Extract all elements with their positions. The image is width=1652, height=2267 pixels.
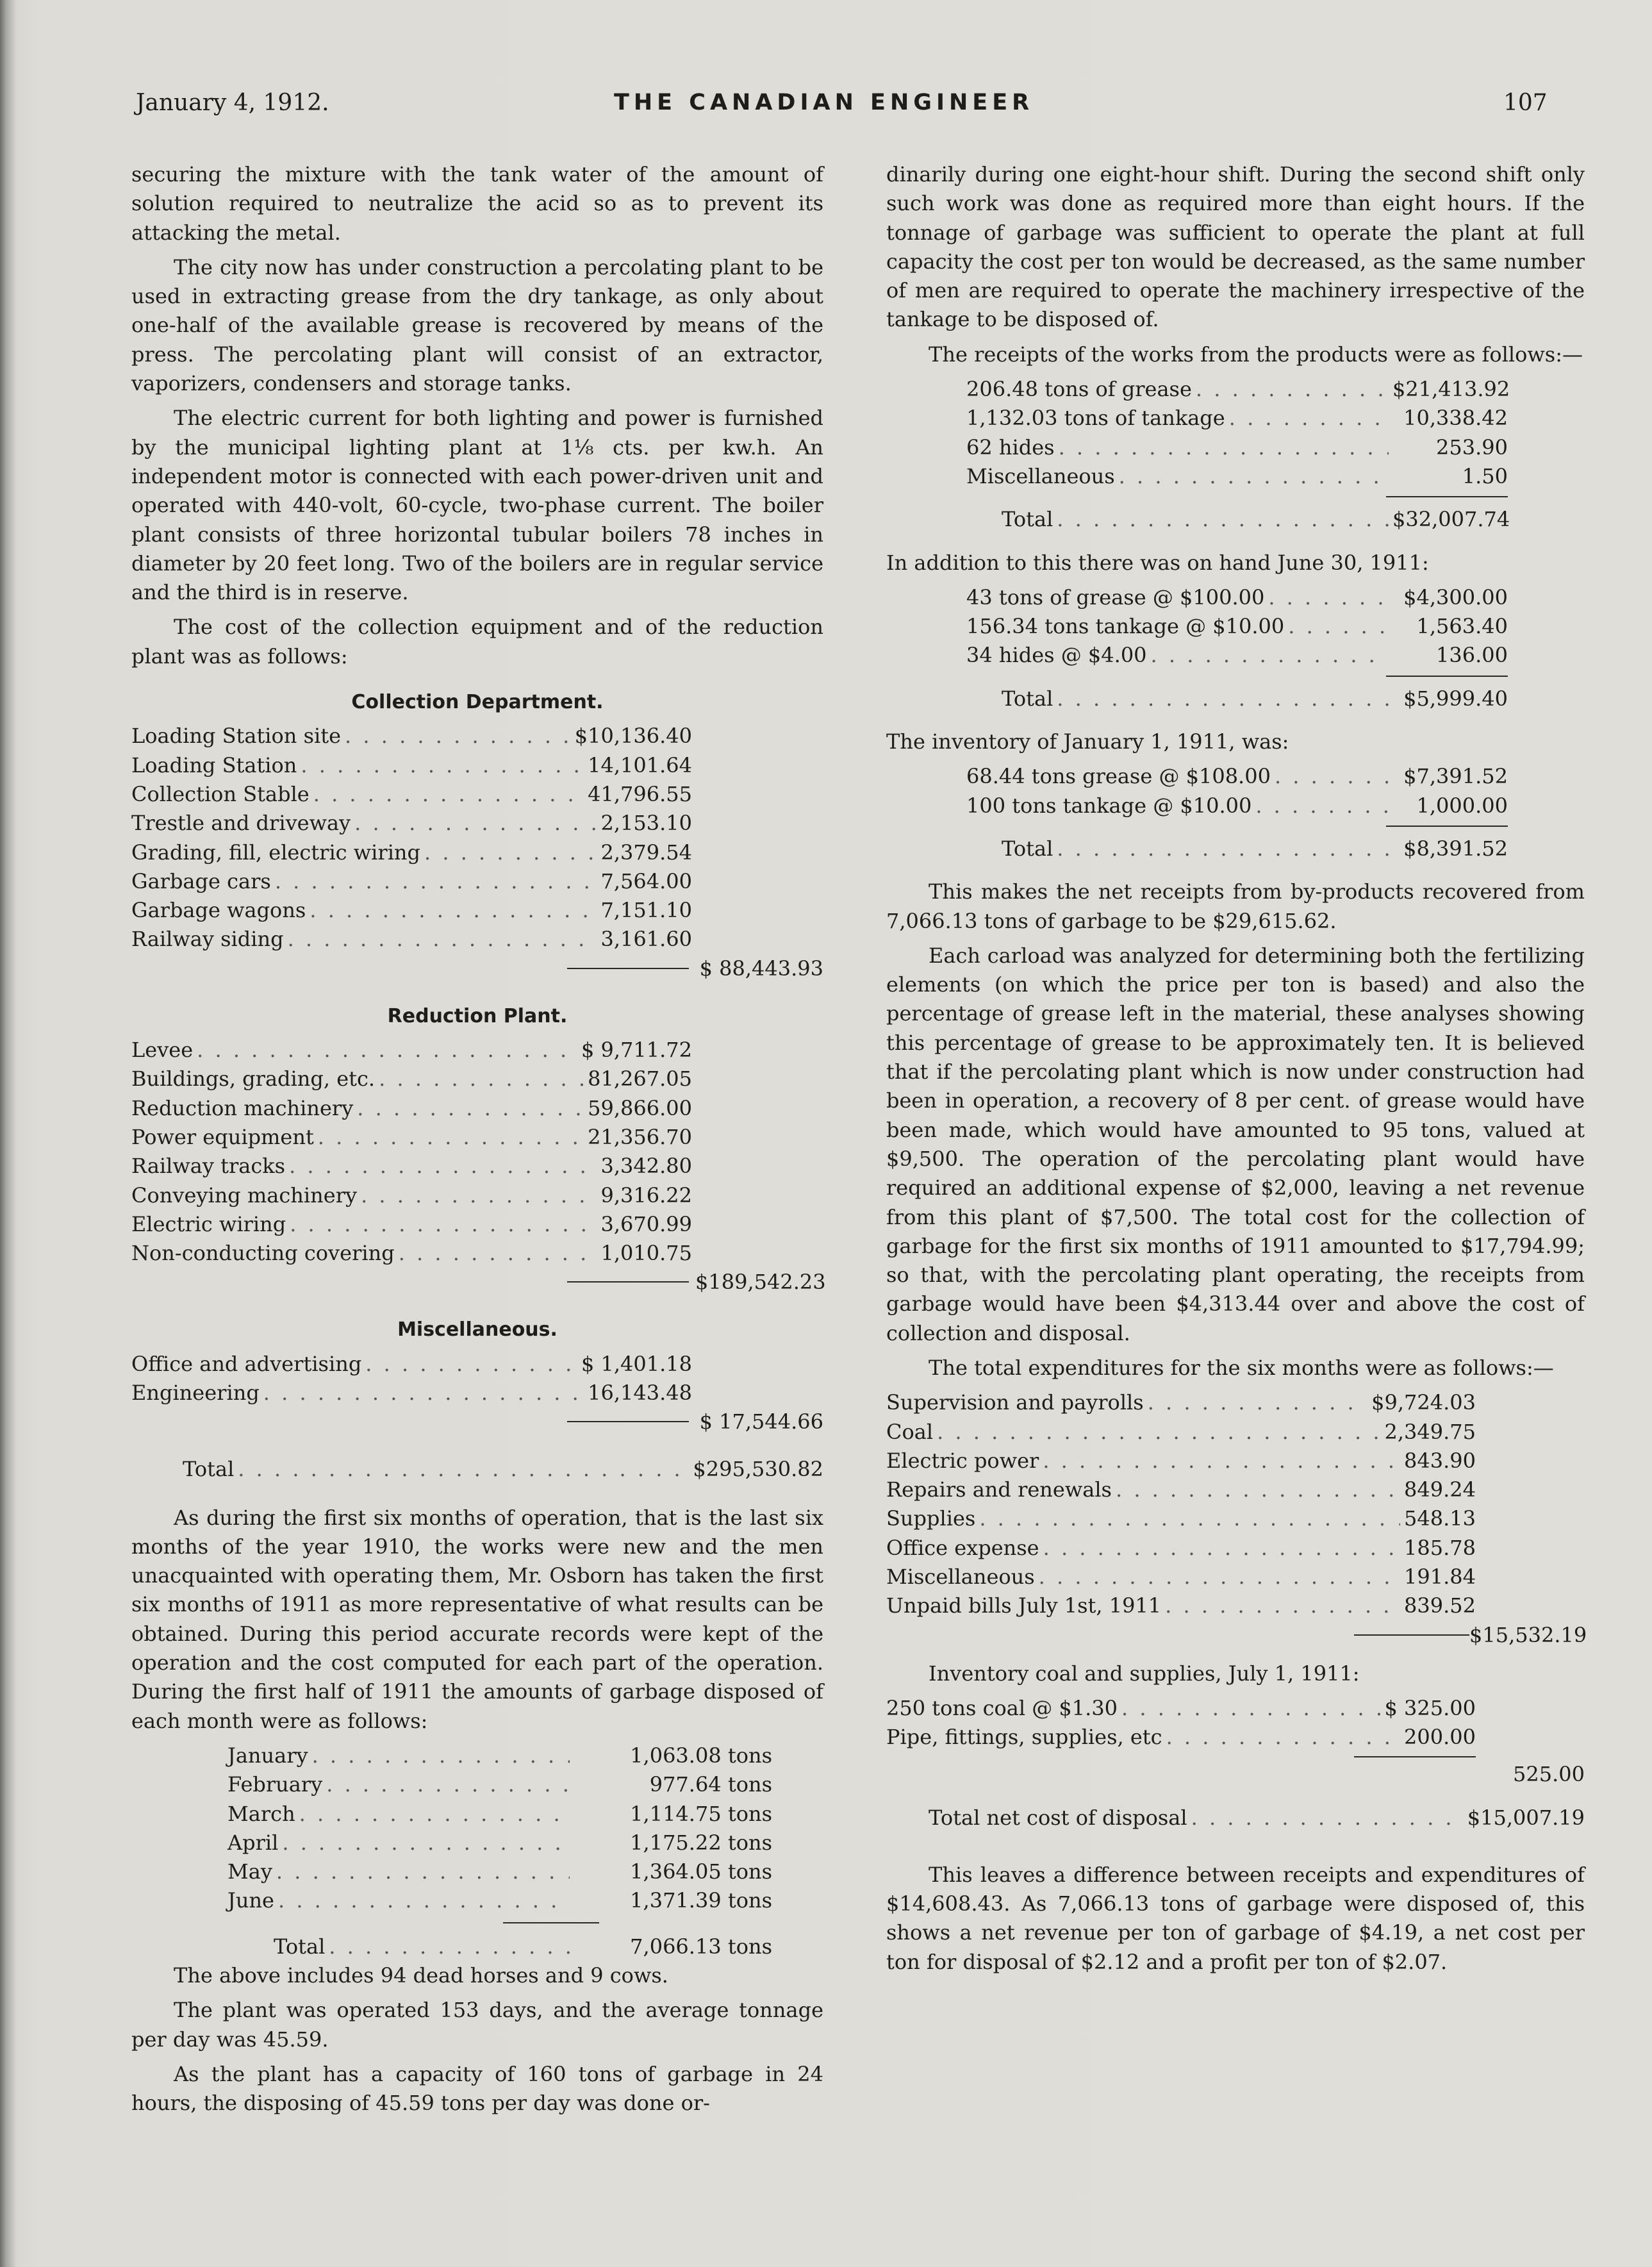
leader-dots xyxy=(1268,583,1389,612)
row-label: Loading Station site xyxy=(131,724,342,749)
table-row xyxy=(131,1770,772,1799)
row-amount: $ 1,401.18 xyxy=(581,1351,692,1376)
table-row xyxy=(131,867,692,896)
table-row xyxy=(886,1723,1476,1752)
right-column xyxy=(886,160,1585,1982)
table-row xyxy=(131,809,692,838)
row-amount: 81,267.05 xyxy=(588,1067,692,1092)
paragraph: dinarily during one eight-hour shift. During the second shift only such work was done as required more than eight hours. If the tonnage of garbage was sufficient to operate the plant at full capacity the cost per ton would be decreased, as the same number of men are required to operate the machinery irrespective of the tankage to be disposed of. xyxy=(886,162,1585,332)
leader-dots xyxy=(1196,375,1389,404)
journal-title: THE CANADIAN ENGINEER xyxy=(614,90,1034,115)
leader-dots xyxy=(1119,462,1389,491)
row-amount: 3,342.80 xyxy=(600,1154,692,1179)
grand-total-row xyxy=(131,1455,823,1484)
month-amount: 1,063.08 tons xyxy=(630,1743,772,1768)
total-amount: $8,391.52 xyxy=(1403,836,1508,861)
total-rule xyxy=(1386,826,1508,827)
row-label: Electric power xyxy=(886,1448,1039,1473)
row-amount: 2,349.75 xyxy=(1384,1419,1476,1444)
month-label: April xyxy=(227,1830,279,1855)
table-row xyxy=(886,1388,1476,1417)
month-label: May xyxy=(227,1859,272,1884)
paragraph: In addition to this there was on hand June 30, 1911: xyxy=(886,550,1429,575)
table-row xyxy=(886,1447,1476,1475)
row-amount: 10,338.42 xyxy=(1403,406,1508,431)
subtotal-row xyxy=(886,1760,1585,1791)
row-label: Engineering xyxy=(131,1380,260,1405)
leader-dots xyxy=(399,1239,597,1268)
section-heading-reduction: Reduction Plant. xyxy=(387,1004,568,1027)
table-row xyxy=(131,1094,692,1123)
leader-dots xyxy=(1039,1563,1400,1591)
leader-dots xyxy=(197,1036,577,1065)
month-amount: 1,364.05 tons xyxy=(630,1859,772,1884)
table-row xyxy=(131,1857,772,1886)
table-row xyxy=(131,838,692,867)
row-label: 206.48 tons of grease xyxy=(966,377,1192,402)
total-row xyxy=(966,835,1508,863)
receipts-table xyxy=(966,375,1508,534)
paragraph: The total expenditures for the six months were as follows:— xyxy=(929,1355,1554,1380)
subtotal-row xyxy=(886,1621,1585,1652)
row-amount: 843.90 xyxy=(1404,1448,1476,1473)
table-row xyxy=(131,722,692,751)
leader-dots xyxy=(329,1932,570,1961)
leader-dots xyxy=(1275,762,1389,791)
row-amount: 1,563.40 xyxy=(1416,614,1508,639)
total-label: Total xyxy=(1002,507,1053,532)
month-amount: 1,175.22 tons xyxy=(630,1830,772,1855)
row-label: Office and advertising xyxy=(131,1351,362,1376)
left-column xyxy=(131,160,826,2124)
table-row xyxy=(131,751,692,780)
subtotal-row xyxy=(131,954,823,985)
subtotal-amount: $15,532.19 xyxy=(1469,1622,1587,1647)
row-amount: $4,300.00 xyxy=(1403,585,1508,610)
row-amount: 849.24 xyxy=(1404,1477,1476,1502)
total-rule-row xyxy=(966,826,1508,827)
section-heading-misc: Miscellaneous. xyxy=(397,1318,558,1341)
row-label: Railway siding xyxy=(131,927,284,952)
row-amount: 7,564.00 xyxy=(600,868,692,893)
leader-dots xyxy=(278,1886,570,1915)
table-row xyxy=(966,462,1508,491)
table-row xyxy=(131,1829,772,1857)
leader-dots xyxy=(1121,1694,1380,1723)
months-total-label: Total xyxy=(274,1934,326,1959)
leader-dots xyxy=(365,1350,577,1379)
row-label: Reduction machinery xyxy=(131,1095,354,1120)
table-row xyxy=(886,1563,1476,1591)
row-amount: $ 325.00 xyxy=(1384,1695,1476,1720)
supplies-table xyxy=(886,1694,1585,1791)
months-total-row xyxy=(131,1932,772,1961)
table-row xyxy=(131,925,692,954)
table-row xyxy=(131,1036,692,1065)
leader-dots xyxy=(289,1152,597,1181)
row-label: 100 tons tankage @ $10.00 xyxy=(966,793,1252,818)
leader-dots xyxy=(379,1065,584,1093)
total-rule xyxy=(1386,676,1508,677)
month-amount: 1,371.39 tons xyxy=(630,1888,772,1913)
subtotal-row xyxy=(131,1268,826,1299)
spacer xyxy=(886,535,1585,549)
leader-dots xyxy=(937,1418,1380,1447)
table-row xyxy=(131,1800,772,1829)
total-label: Total xyxy=(1002,836,1053,861)
table-row xyxy=(966,433,1508,462)
table-row xyxy=(131,1239,692,1268)
paragraph: The cost of the collection equipment and of the reduction plant was as follows: xyxy=(131,615,823,668)
row-amount: 2,379.54 xyxy=(600,840,692,865)
paragraph: The city now has under construction a percolating plant to be used in extracting grease from the dry tankage, as only about one-half of the available grease is recovered by means of the press. The percolating plant will consist of an extractor, vaporizers, condensers and storage tanks. xyxy=(131,254,823,396)
leader-dots xyxy=(1166,1723,1400,1752)
leader-dots xyxy=(424,838,597,867)
row-label: Levee xyxy=(131,1038,194,1063)
row-label: 250 tons coal @ $1.30 xyxy=(886,1695,1118,1720)
paragraph: Inventory coal and supplies, July 1, 1911: xyxy=(929,1661,1360,1686)
row-label: Collection Stable xyxy=(131,781,310,806)
row-amount: 14,101.64 xyxy=(588,752,692,777)
leader-dots xyxy=(1165,1591,1400,1620)
leader-dots xyxy=(979,1504,1400,1533)
month-amount: 1,114.75 tons xyxy=(630,1801,772,1826)
paragraph: This leaves a difference between receipts and expenditures of $14,608.43. As 7,066.13 tons of garbage were disposed of, this shows a net revenue per ton of garbage of $4.19, a net cost per ton for disposal of $2.12 and a profit per ton of $2.07. xyxy=(886,1862,1585,1974)
row-amount: 9,316.22 xyxy=(600,1183,692,1208)
row-label: 156.34 tons tankage @ $10.00 xyxy=(966,614,1285,639)
collection-table xyxy=(131,722,823,984)
onhand-table xyxy=(966,583,1508,713)
row-label: Pipe, fittings, supplies, etc xyxy=(886,1725,1162,1750)
table-row xyxy=(966,612,1508,641)
leader-dots xyxy=(1148,1388,1367,1417)
row-label: Supplies xyxy=(886,1506,976,1531)
table-row xyxy=(131,1181,692,1210)
net-cost-row xyxy=(886,1804,1585,1832)
table-row xyxy=(131,1886,772,1915)
spacer xyxy=(886,863,1585,877)
row-label: Coal xyxy=(886,1419,934,1444)
paragraph: securing the mixture with the tank water of the amount of solution required to neutralize the acid so as to prevent its attacking the metal. xyxy=(131,162,823,245)
total-row xyxy=(966,685,1508,713)
table-row xyxy=(966,404,1508,433)
subtotal-amount: 525.00 xyxy=(1513,1761,1585,1786)
row-label: Office expense xyxy=(886,1535,1039,1560)
row-label: Conveying machinery xyxy=(131,1183,358,1208)
row-amount: 7,151.10 xyxy=(600,898,692,923)
months-total-amount: 7,066.13 tons xyxy=(630,1934,772,1959)
row-label: Miscellaneous xyxy=(886,1565,1035,1590)
table-row xyxy=(966,792,1508,820)
row-label: 1,132.03 tons of tankage xyxy=(966,406,1225,431)
subtotal-rule xyxy=(1354,1634,1469,1636)
paragraph: The electric current for both lighting and power is furnished by the municipal lighting plant at 1⅛ cts. per kw.h. An independent motor is connected with each power-driven unit and operated with 440-volt, 60-cycle, two-phase current. The boiler plant consists of three horizontal tubular boilers 78 inches in diameter by 20 feet long. Two of the boilers are in regular service and the third is in reserve. xyxy=(131,406,823,605)
row-label: 34 hides @ $4.00 xyxy=(966,643,1147,668)
subtotal-rule xyxy=(567,1281,689,1283)
leader-dots xyxy=(288,925,597,954)
leader-dots xyxy=(354,809,597,838)
leader-dots xyxy=(310,896,597,925)
row-label: Trestle and driveway xyxy=(131,811,351,836)
row-amount: 1,000.00 xyxy=(1416,793,1508,818)
row-amount: $7,391.52 xyxy=(1403,764,1508,789)
row-amount: 1.50 xyxy=(1462,463,1508,488)
paragraph: As the plant has a capacity of 160 tons of garbage in 24 hours, the disposing of 45.59 tons per day was done or- xyxy=(131,2061,823,2116)
leader-dots xyxy=(361,1181,597,1210)
leader-dots xyxy=(275,867,597,896)
section-heading-collection: Collection Department. xyxy=(351,691,604,714)
table-row xyxy=(131,1350,692,1379)
leader-dots xyxy=(301,751,584,780)
row-amount: 3,670.99 xyxy=(600,1211,692,1236)
leader-dots xyxy=(312,1741,570,1770)
table-row xyxy=(886,1504,1476,1533)
leader-dots xyxy=(1043,1447,1400,1475)
leader-dots xyxy=(299,1800,570,1829)
subtotal-row xyxy=(131,1408,823,1438)
paragraph: The plant was operated 153 days, and the average tonnage per day was 45.59. xyxy=(131,1998,823,2052)
total-rule-row xyxy=(966,496,1508,497)
row-amount: 21,356.70 xyxy=(588,1124,692,1149)
misc-table xyxy=(131,1350,823,1439)
leader-dots xyxy=(263,1379,584,1408)
table-row xyxy=(131,1065,692,1093)
row-amount: 59,866.00 xyxy=(588,1095,692,1120)
subtotal-rule xyxy=(567,1421,689,1422)
table-row xyxy=(131,780,692,809)
leader-dots xyxy=(1059,433,1389,462)
supplies-rule-row xyxy=(886,1756,1476,1757)
reduction-table xyxy=(131,1036,826,1299)
month-label: March xyxy=(227,1801,295,1826)
row-label: Garbage wagons xyxy=(131,898,306,923)
leader-dots xyxy=(290,1210,597,1239)
leader-dots xyxy=(1057,835,1389,863)
row-amount: 136.00 xyxy=(1436,643,1508,668)
row-label: Repairs and renewals xyxy=(886,1477,1112,1502)
row-label: Power equipment xyxy=(131,1124,314,1149)
monthly-garbage-table xyxy=(131,1741,823,1961)
net-cost-label: Total net cost of disposal xyxy=(929,1805,1187,1830)
subtotal-rule xyxy=(567,968,689,969)
net-cost-amount: $15,007.19 xyxy=(1467,1805,1585,1830)
paragraph: This makes the net receipts from by-products recovered from 7,066.13 tons of garbage to be $29,615.62. xyxy=(886,879,1585,933)
table-row xyxy=(966,583,1508,612)
row-label: Unpaid bills July 1st, 1911 xyxy=(886,1593,1162,1618)
table-row xyxy=(886,1591,1476,1620)
row-label: Miscellaneous xyxy=(966,463,1115,488)
row-amount: $10,136.40 xyxy=(574,724,692,749)
row-amount: 839.52 xyxy=(1404,1593,1476,1618)
row-label: 68.44 tons grease @ $108.00 xyxy=(966,764,1271,789)
page-number: 107 xyxy=(1503,90,1548,116)
row-amount: 1,010.75 xyxy=(600,1241,692,1266)
row-amount: 200.00 xyxy=(1404,1725,1476,1750)
row-label: Garbage cars xyxy=(131,868,271,893)
table-row xyxy=(966,762,1508,791)
row-amount: $21,413.92 xyxy=(1392,377,1510,402)
leader-dots xyxy=(238,1455,689,1484)
table-row xyxy=(131,1210,692,1239)
leader-dots xyxy=(276,1857,570,1886)
row-amount: 191.84 xyxy=(1404,1565,1476,1590)
row-amount: 548.13 xyxy=(1404,1506,1476,1531)
total-amount: $32,007.74 xyxy=(1392,507,1510,532)
grand-total-amount: $295,530.82 xyxy=(693,1457,823,1482)
leader-dots xyxy=(1255,792,1389,820)
subtotal-amount: $189,542.23 xyxy=(695,1270,826,1295)
row-amount: $9,724.03 xyxy=(1371,1390,1476,1415)
row-label: 62 hides xyxy=(966,435,1055,460)
months-rule-row xyxy=(131,1922,599,1923)
leader-dots xyxy=(313,780,584,809)
row-label: Non-conducting covering xyxy=(131,1241,395,1266)
row-amount: $ 9,711.72 xyxy=(581,1038,692,1063)
leader-dots xyxy=(1288,612,1389,641)
paragraph: The above includes 94 dead horses and 9 cows. xyxy=(174,1963,668,1988)
row-amount: 185.78 xyxy=(1404,1535,1476,1560)
table-row xyxy=(886,1475,1476,1504)
spacer xyxy=(886,713,1585,727)
paragraph: Each carload was analyzed for determining both the fertilizing elements (on which the price per ton is based) and also the percentage of grease left in the material, these analyses showing this percentage of grease to be approximately ten. It is believed that if the percolating plant which is now under construction had been in operation, a recovery of 8 per cent. of grease would have been made, which would have amounted to 95 tons, valued at $9,500. The operation of the percolating plant would have required an additional expense of $2,000, leaving a net revenue from this plant of $7,500. The total cost for the collection of garbage for the first six months of 1911 amounted to $17,794.99; so that, with the percolating plant operating, the receipts from garbage would have been $4,313.44 over and above the cost of collection and disposal. xyxy=(886,943,1585,1345)
table-row xyxy=(131,1379,692,1408)
row-amount: 2,153.10 xyxy=(600,811,692,836)
month-label: June xyxy=(227,1888,274,1913)
leader-dots xyxy=(1116,1475,1400,1504)
table-row xyxy=(131,896,692,925)
row-label: 43 tons of grease @ $100.00 xyxy=(966,585,1265,610)
row-label: Supervision and payrolls xyxy=(886,1390,1144,1415)
leader-dots xyxy=(1191,1804,1464,1832)
row-label: Railway tracks xyxy=(131,1154,286,1179)
table-row xyxy=(886,1694,1476,1723)
total-rule-row xyxy=(966,676,1508,677)
table-row xyxy=(966,375,1508,404)
leader-dots xyxy=(1057,505,1389,534)
leader-dots xyxy=(326,1770,570,1799)
leader-dots xyxy=(282,1829,570,1857)
header-date: January 4, 1912. xyxy=(136,90,329,116)
table-row xyxy=(131,1123,692,1152)
leader-dots xyxy=(1229,404,1389,433)
subtotal-amount: $ 88,443.93 xyxy=(699,956,823,981)
total-row xyxy=(966,505,1508,534)
paragraph: The inventory of January 1, 1911, was: xyxy=(886,729,1289,754)
leader-dots xyxy=(1151,641,1389,670)
table-row xyxy=(131,1741,772,1770)
row-label: Electric wiring xyxy=(131,1211,286,1236)
leader-dots xyxy=(357,1094,584,1123)
leader-dots xyxy=(1057,685,1389,713)
subtotal-amount: $ 17,544.66 xyxy=(699,1409,823,1434)
grand-total-label: Total xyxy=(183,1457,235,1482)
month-label: January xyxy=(227,1743,308,1768)
row-amount: 3,161.60 xyxy=(600,927,692,952)
row-label: Loading Station xyxy=(131,752,297,777)
month-amount: 977.64 tons xyxy=(649,1772,772,1797)
supplies-rule xyxy=(1354,1756,1476,1757)
table-row xyxy=(886,1534,1476,1563)
expenditures-table xyxy=(886,1388,1585,1651)
leader-dots xyxy=(318,1123,584,1152)
row-amount: 41,796.55 xyxy=(588,781,692,806)
row-label: Buildings, grading, etc. xyxy=(131,1067,376,1092)
paragraph: As during the first six months of operation, that is the last six months of the year 1910, the works were new and the men unacquainted with operating them, Mr. Osborn has taken the first six months of 1911 as more representative of what results can be obtained. During this period accurate records were kept of the operation and the cost computed for each part of the operation. During the first half of 1911 the amounts of garbage disposed of each month were as follows: xyxy=(131,1505,823,1733)
total-amount: $5,999.40 xyxy=(1403,686,1508,711)
table-row xyxy=(966,641,1508,670)
table-row xyxy=(131,1152,692,1181)
month-label: February xyxy=(227,1772,323,1797)
row-amount: 16,143.48 xyxy=(588,1380,692,1405)
leader-dots xyxy=(1043,1534,1400,1563)
row-label: Grading, fill, electric wiring xyxy=(131,840,421,865)
leader-dots xyxy=(345,722,571,751)
months-rule xyxy=(503,1922,599,1923)
total-rule xyxy=(1386,496,1508,497)
table-row xyxy=(886,1418,1476,1447)
row-amount: 253.90 xyxy=(1436,435,1508,460)
paragraph: The receipts of the works from the products were as follows:— xyxy=(929,342,1583,367)
inventory-table xyxy=(966,762,1508,863)
total-label: Total xyxy=(1002,686,1053,711)
